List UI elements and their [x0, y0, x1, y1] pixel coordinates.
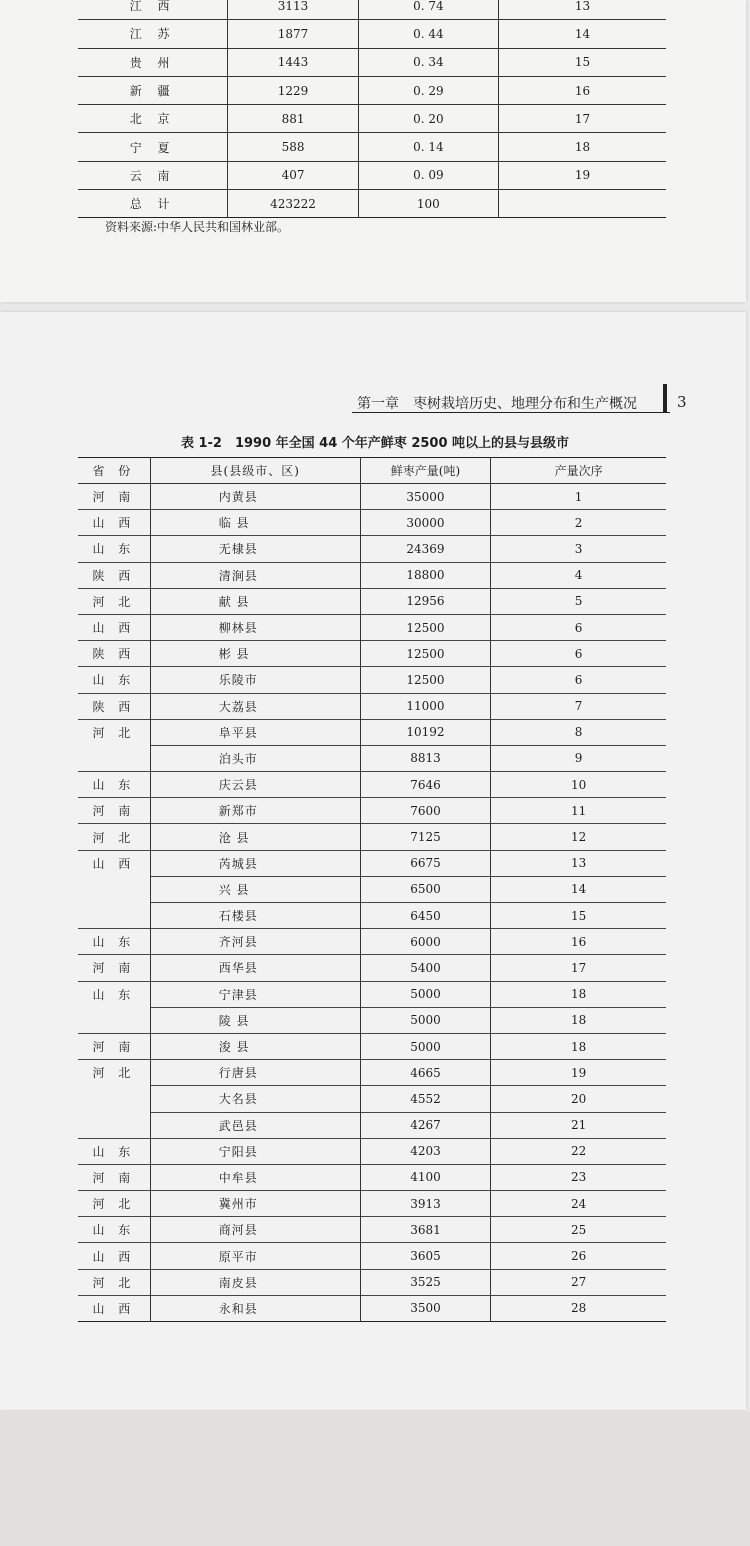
- county-cell: 大名县: [150, 1086, 360, 1112]
- rank-cell: 27: [491, 1269, 666, 1295]
- rank-cell: 2: [491, 510, 666, 536]
- table-row: [78, 0, 666, 20]
- rank-cell: 14: [499, 20, 667, 48]
- rank-cell: 23: [491, 1164, 666, 1190]
- percent-cell: 0. 74: [358, 0, 498, 20]
- output-cell: 24369: [360, 536, 490, 562]
- table-row: [78, 667, 666, 693]
- province-cell: 山 西: [78, 510, 150, 536]
- province-cell: [78, 1112, 150, 1138]
- province-cell: 宁 夏: [129, 140, 176, 155]
- rank-cell: 6: [491, 641, 666, 667]
- province-output-table: [78, 0, 666, 218]
- output-cell: 881: [228, 105, 358, 133]
- county-cell: 冀州市: [150, 1191, 360, 1217]
- table-row: [78, 510, 666, 536]
- table-row: [78, 1269, 666, 1295]
- province-cell: 山 东: [78, 772, 150, 798]
- province-cell: 河 南: [78, 484, 150, 510]
- output-cell: 1443: [228, 48, 358, 76]
- header-county: 县(县级市、区): [150, 458, 360, 484]
- county-cell: 西华县: [150, 955, 360, 981]
- county-cell: 行唐县: [150, 1060, 360, 1086]
- output-cell: 12500: [360, 667, 490, 693]
- percent-cell: 0. 29: [358, 76, 498, 104]
- rank-cell: 18: [491, 981, 666, 1007]
- county-cell: 沧 县: [150, 824, 360, 850]
- percent-cell: 0. 20: [358, 105, 498, 133]
- rank-cell: 4: [491, 562, 666, 588]
- rank-cell: 15: [499, 48, 667, 76]
- rank-cell: 7: [491, 693, 666, 719]
- province-cell: 云 南: [129, 168, 176, 183]
- county-cell: 商河县: [150, 1217, 360, 1243]
- rank-cell: 15: [491, 903, 666, 929]
- table-title: 表 1-2 1990 年全国 44 个年产鲜枣 2500 吨以上的县与县级市: [180, 436, 570, 451]
- table-row: [78, 798, 666, 824]
- province-cell: 山 西: [78, 850, 150, 876]
- province-cell: 贵 州: [129, 55, 176, 70]
- output-cell: 407: [228, 161, 358, 189]
- county-cell: 阜平县: [150, 719, 360, 745]
- rank-cell: 20: [491, 1086, 666, 1112]
- percent-cell: 0. 34: [358, 48, 498, 76]
- rank-cell: 6: [491, 614, 666, 640]
- province-cell: 江 西: [129, 0, 176, 14]
- province-cell: [78, 1007, 150, 1033]
- output-cell: 12956: [360, 588, 490, 614]
- rank-cell: 13: [491, 850, 666, 876]
- table-row: [78, 719, 666, 745]
- output-cell: 5000: [360, 1007, 490, 1033]
- table-row: [78, 588, 666, 614]
- province-cell: 总 计: [129, 197, 176, 212]
- output-cell: 30000: [360, 510, 490, 536]
- county-cell: 兴 县: [150, 876, 360, 902]
- county-cell: 泊头市: [150, 745, 360, 771]
- table-row: [78, 745, 666, 771]
- percent-cell: 0. 14: [358, 133, 498, 161]
- table-row: [78, 562, 666, 588]
- table-row: [78, 161, 666, 189]
- province-cell: 河 南: [78, 798, 150, 824]
- output-cell: 1229: [228, 76, 358, 104]
- rank-cell: 10: [491, 772, 666, 798]
- header-province: 省 份: [78, 458, 150, 484]
- province-cell: 江 苏: [129, 27, 176, 42]
- county-cell: 彬 县: [150, 641, 360, 667]
- chapter-running-head: 第一章 枣树栽培历史、地理分布和生产概况: [357, 396, 637, 412]
- table-row: [78, 1138, 666, 1164]
- background-surface: [0, 1412, 750, 1546]
- output-cell: 12500: [360, 641, 490, 667]
- province-cell: 河 北: [78, 824, 150, 850]
- province-cell: 山 东: [78, 981, 150, 1007]
- province-cell: [78, 903, 150, 929]
- county-cell: 永和县: [150, 1295, 360, 1321]
- rank-cell: 14: [491, 876, 666, 902]
- county-cell: 石楼县: [150, 903, 360, 929]
- table-row: [78, 190, 666, 218]
- county-cell: 大荔县: [150, 693, 360, 719]
- table-row: [78, 1164, 666, 1190]
- province-cell: 山 东: [78, 536, 150, 562]
- county-cell: 武邑县: [150, 1112, 360, 1138]
- table-row: [78, 772, 666, 798]
- county-cell: 宁阳县: [150, 1138, 360, 1164]
- table-row: [78, 981, 666, 1007]
- output-cell: 4552: [360, 1086, 490, 1112]
- table-row: [78, 955, 666, 981]
- table-row: [78, 903, 666, 929]
- table-row: [78, 693, 666, 719]
- province-cell: 陕 西: [78, 693, 150, 719]
- rank-cell: 8: [491, 719, 666, 745]
- rank-cell: 18: [499, 133, 667, 161]
- rank-cell: 11: [491, 798, 666, 824]
- county-cell: 无棣县: [150, 536, 360, 562]
- output-cell: 7646: [360, 772, 490, 798]
- province-cell: 河 北: [78, 719, 150, 745]
- county-cell: 齐河县: [150, 929, 360, 955]
- rank-cell: 12: [491, 824, 666, 850]
- county-cell: 乐陵市: [150, 667, 360, 693]
- output-cell: 588: [228, 133, 358, 161]
- rank-cell: 3: [491, 536, 666, 562]
- output-cell: 7125: [360, 824, 490, 850]
- output-cell: 3913: [360, 1191, 490, 1217]
- output-cell: 11000: [360, 693, 490, 719]
- rank-cell: 5: [491, 588, 666, 614]
- rank-cell: 19: [499, 161, 667, 189]
- rank-cell: 26: [491, 1243, 666, 1269]
- table-row: [78, 929, 666, 955]
- rank-cell: 18: [491, 1033, 666, 1059]
- table-row: [78, 1060, 666, 1086]
- province-cell: 北 京: [129, 112, 176, 127]
- output-cell: 7600: [360, 798, 490, 824]
- table-row: [78, 536, 666, 562]
- county-cell: 临 县: [150, 510, 360, 536]
- upper-book-page: [0, 0, 746, 302]
- output-cell: 4665: [360, 1060, 490, 1086]
- running-head-rule: [352, 412, 670, 413]
- county-cell: 献 县: [150, 588, 360, 614]
- county-cell: 中牟县: [150, 1164, 360, 1190]
- rank-cell: 18: [491, 1007, 666, 1033]
- province-cell: 河 南: [78, 955, 150, 981]
- rank-cell: [499, 190, 667, 218]
- county-cell: 浚 县: [150, 1033, 360, 1059]
- output-cell: 1877: [228, 20, 358, 48]
- rank-cell: 9: [491, 745, 666, 771]
- province-cell: 河 南: [78, 1164, 150, 1190]
- output-cell: 8813: [360, 745, 490, 771]
- table-header-row: [78, 458, 666, 484]
- table-row: [78, 105, 666, 133]
- output-cell: 4203: [360, 1138, 490, 1164]
- rank-cell: 17: [491, 955, 666, 981]
- output-cell: 423222: [228, 190, 358, 218]
- province-cell: 陕 西: [78, 562, 150, 588]
- rank-cell: 22: [491, 1138, 666, 1164]
- table-row: [78, 1243, 666, 1269]
- table-row: [78, 133, 666, 161]
- province-cell: 新 疆: [129, 84, 176, 99]
- rank-cell: 6: [491, 667, 666, 693]
- province-cell: 山 东: [78, 667, 150, 693]
- rank-cell: 25: [491, 1217, 666, 1243]
- table-row: [78, 1217, 666, 1243]
- province-cell: 山 东: [78, 1217, 150, 1243]
- rank-cell: 13: [499, 0, 667, 20]
- output-cell: 4100: [360, 1164, 490, 1190]
- rank-cell: 24: [491, 1191, 666, 1217]
- county-output-table: [78, 457, 666, 1322]
- output-cell: 18800: [360, 562, 490, 588]
- province-cell: 河 北: [78, 1191, 150, 1217]
- county-cell: 陵 县: [150, 1007, 360, 1033]
- rank-cell: 28: [491, 1295, 666, 1321]
- output-cell: 5000: [360, 1033, 490, 1059]
- county-cell: 柳林县: [150, 614, 360, 640]
- table-row: [78, 484, 666, 510]
- province-cell: 河 北: [78, 1269, 150, 1295]
- county-cell: 内黄县: [150, 484, 360, 510]
- output-cell: 3681: [360, 1217, 490, 1243]
- table-source-note: 资料来源:中华人民共和国林业部。: [105, 220, 290, 234]
- table-row: [78, 1295, 666, 1321]
- output-cell: 6675: [360, 850, 490, 876]
- province-cell: 河 南: [78, 1033, 150, 1059]
- province-cell: [78, 1086, 150, 1112]
- rank-cell: 1: [491, 484, 666, 510]
- province-cell: 山 东: [78, 929, 150, 955]
- output-cell: 6500: [360, 876, 490, 902]
- table-row: [78, 1086, 666, 1112]
- county-cell: 庆云县: [150, 772, 360, 798]
- province-cell: [78, 876, 150, 902]
- output-cell: 3605: [360, 1243, 490, 1269]
- province-cell: 河 北: [78, 588, 150, 614]
- percent-cell: 100: [358, 190, 498, 218]
- province-cell: 山 西: [78, 614, 150, 640]
- table-row: [78, 850, 666, 876]
- rank-cell: 19: [491, 1060, 666, 1086]
- province-cell: 山 东: [78, 1138, 150, 1164]
- county-cell: 新郑市: [150, 798, 360, 824]
- table-row: [78, 20, 666, 48]
- county-cell: 南皮县: [150, 1269, 360, 1295]
- table-row: [78, 76, 666, 104]
- province-cell: 河 北: [78, 1060, 150, 1086]
- table-row: [78, 1191, 666, 1217]
- output-cell: 6000: [360, 929, 490, 955]
- table-row: [78, 641, 666, 667]
- province-cell: 山 西: [78, 1295, 150, 1321]
- output-cell: 10192: [360, 719, 490, 745]
- rank-cell: 16: [499, 76, 667, 104]
- page-number: 3: [677, 393, 687, 411]
- output-cell: 35000: [360, 484, 490, 510]
- output-cell: 5400: [360, 955, 490, 981]
- table-row: [78, 614, 666, 640]
- output-cell: 3500: [360, 1295, 490, 1321]
- output-cell: 12500: [360, 614, 490, 640]
- table-row: [78, 1033, 666, 1059]
- header-output: 鲜枣产量(吨): [360, 458, 490, 484]
- running-head-bar: [663, 384, 667, 412]
- table-row: [78, 876, 666, 902]
- percent-cell: 0. 44: [358, 20, 498, 48]
- table-row: [78, 1112, 666, 1138]
- table-row: [78, 1007, 666, 1033]
- province-cell: 山 西: [78, 1243, 150, 1269]
- percent-cell: 0. 09: [358, 161, 498, 189]
- header-rank: 产量次序: [491, 458, 666, 484]
- output-cell: 6450: [360, 903, 490, 929]
- output-cell: 3113: [228, 0, 358, 20]
- county-cell: 清涧县: [150, 562, 360, 588]
- province-cell: 陕 西: [78, 641, 150, 667]
- table-row: [78, 824, 666, 850]
- table-row: [78, 48, 666, 76]
- county-cell: 原平市: [150, 1243, 360, 1269]
- output-cell: 5000: [360, 981, 490, 1007]
- rank-cell: 16: [491, 929, 666, 955]
- province-cell: [78, 745, 150, 771]
- rank-cell: 21: [491, 1112, 666, 1138]
- output-cell: 3525: [360, 1269, 490, 1295]
- rank-cell: 17: [499, 105, 667, 133]
- output-cell: 4267: [360, 1112, 490, 1138]
- county-cell: 芮城县: [150, 850, 360, 876]
- county-cell: 宁津县: [150, 981, 360, 1007]
